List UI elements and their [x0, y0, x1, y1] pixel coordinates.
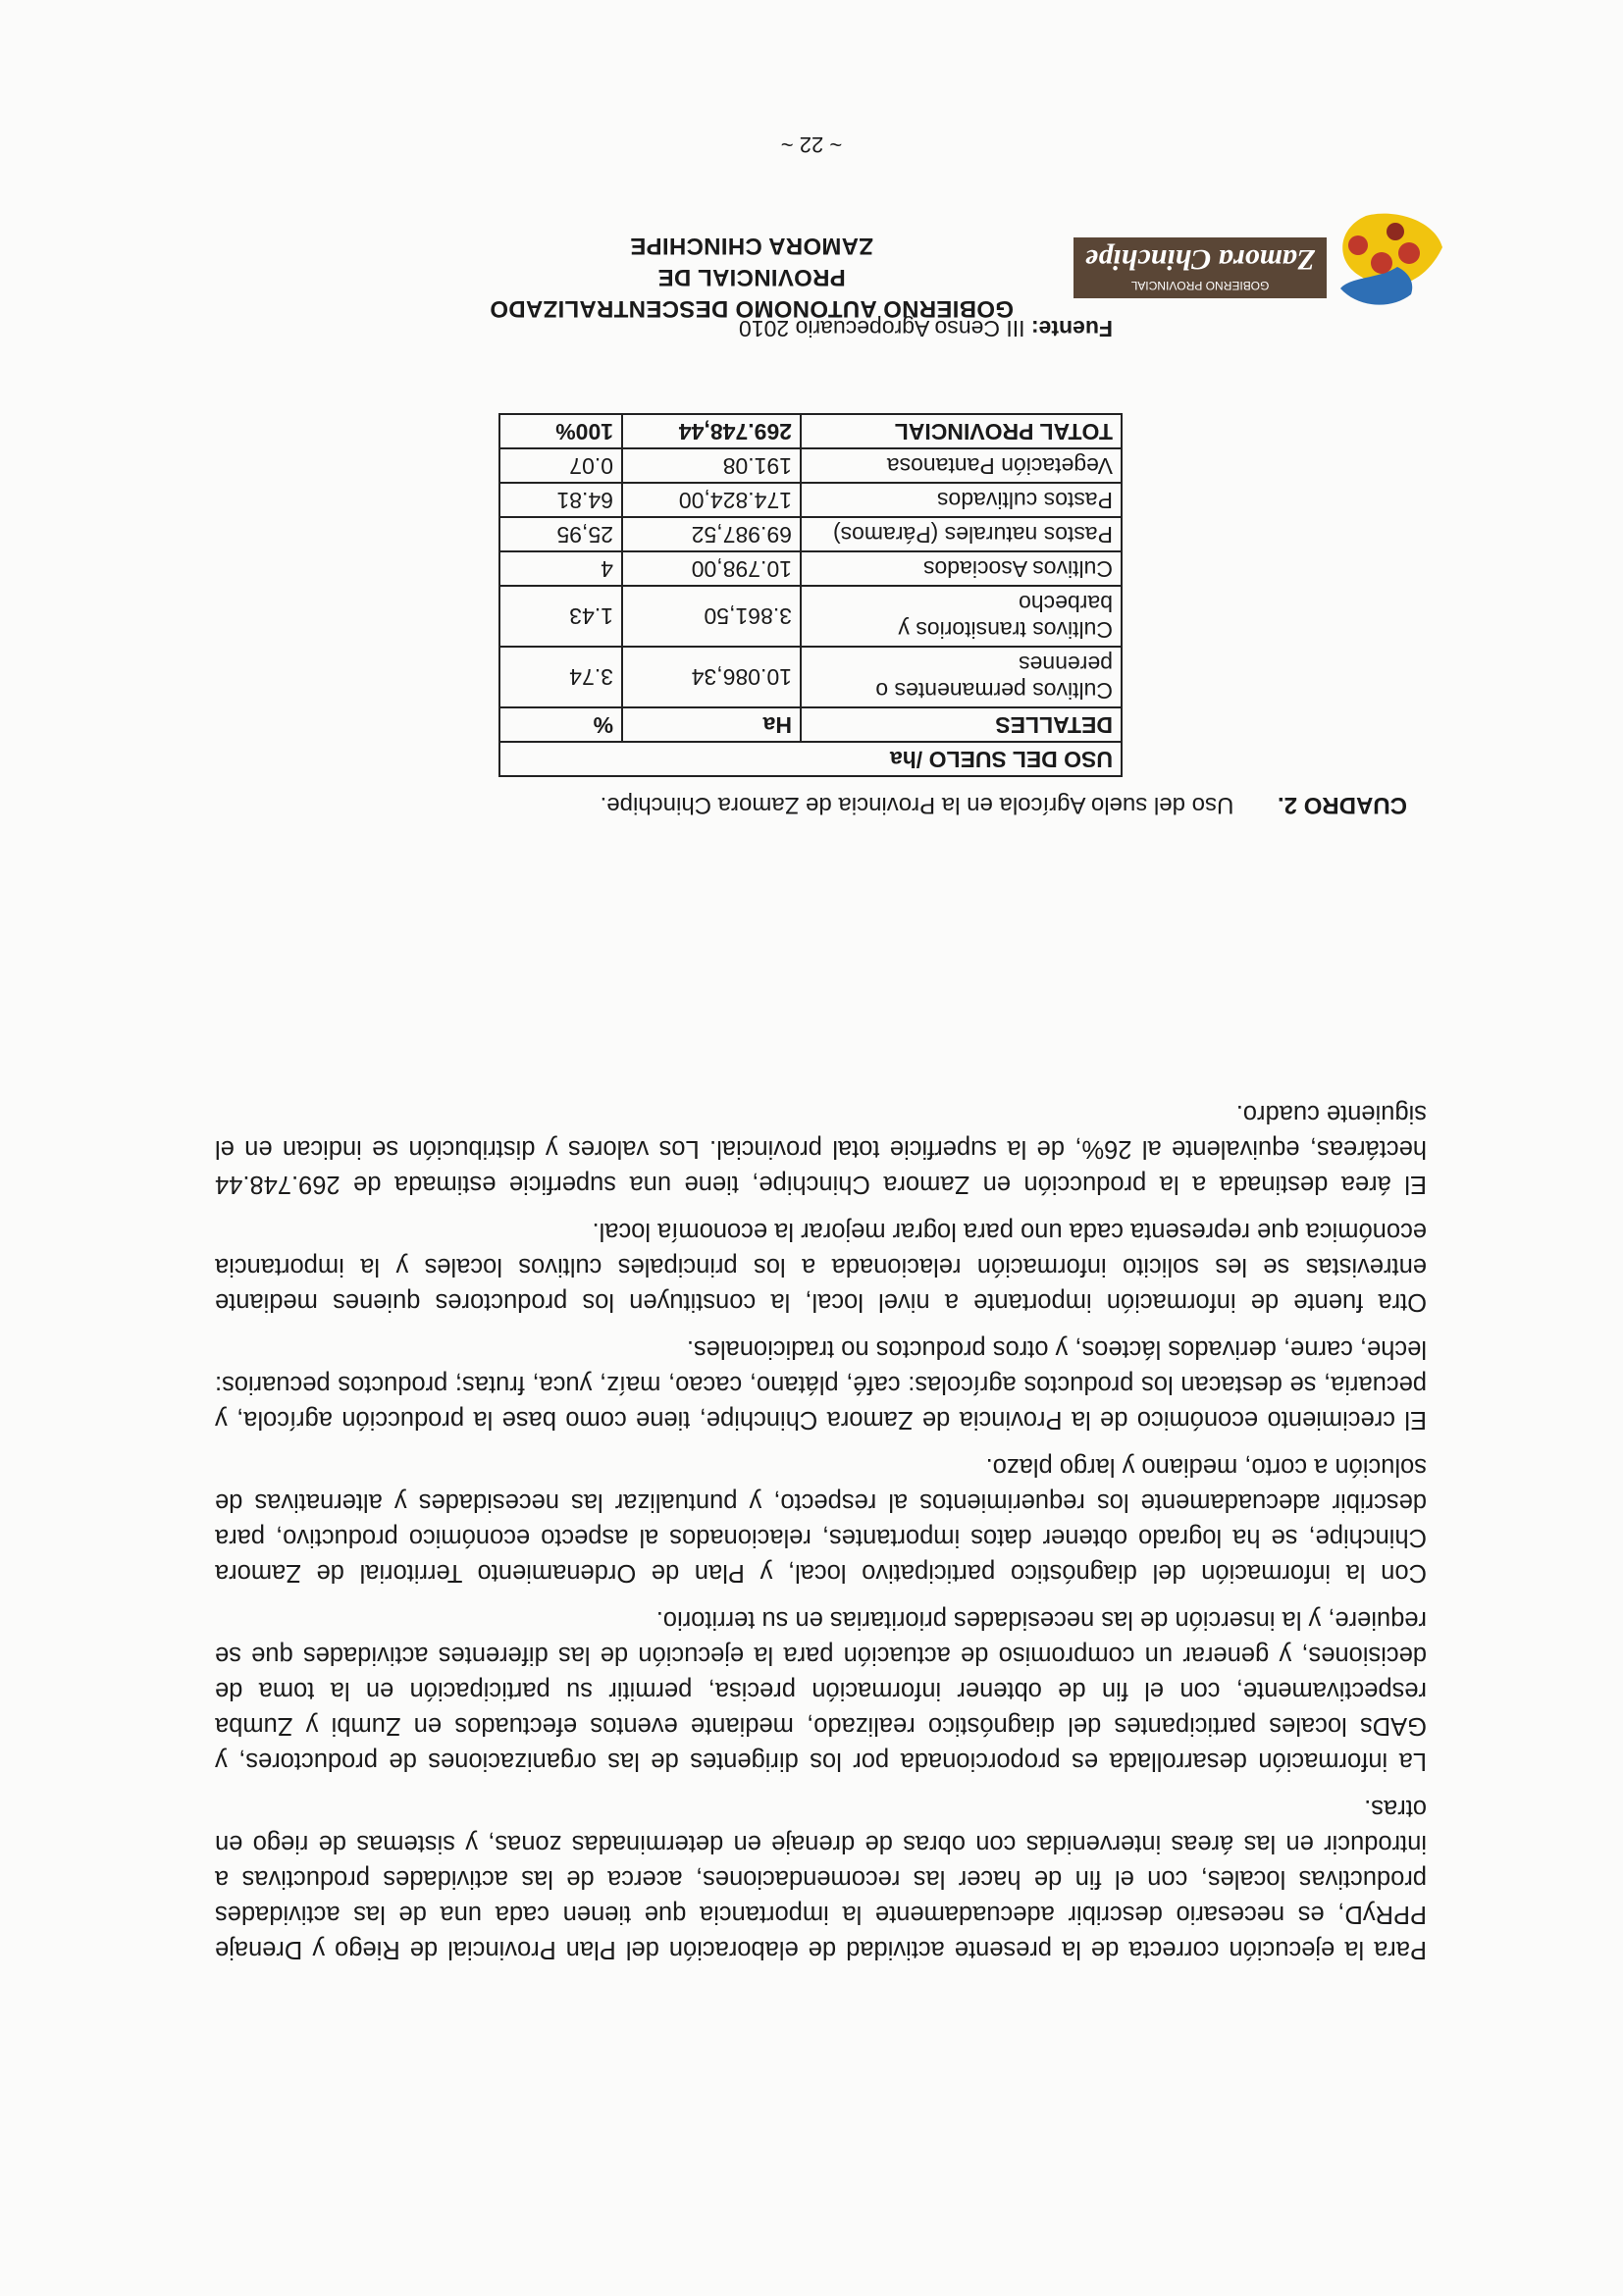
source-label: Fuente:	[1030, 316, 1113, 341]
table-cell-detail: Cultivos Asociados	[801, 551, 1122, 586]
table-caption	[406, 790, 1407, 819]
source-text: III Censo Agropecuario 2010	[739, 316, 1025, 341]
table-cell-ha: 191.08	[622, 448, 801, 483]
institution-name	[457, 230, 1046, 324]
paragraph: Para la ejecución correcta de la presente actividad de elaboración del Plan Provincial de Riego y Drenaje PPRyD, es necesario describir adecuadamente la importancia que tienen cada una de las actividades productivas locales, con el fin de hacer las recomendaciones, acerca de las actividades productivas a introducir en las áreas intervenidas con obras de drenaje en determinadas zonas, y sistemas de riego en otras.	[215, 1795, 1427, 1963]
table-cell-ha: 174.824,00	[622, 483, 801, 517]
table-caption-label: CUADRO 2.	[1277, 792, 1407, 818]
paragraph: La información desarrollada es proporcionada por los dirigentes de las organizaciones de productores, y GADs locales participantes del diagnóstico realizado, mediante eventos efectuados en Zumbi y Zumba respectivamente, con el fin de obtener información precisa, permitir su participación en la toma de decisiones, y generar un compromiso de actuación para la ejecución de las diferentes actividades que se requiere, y la inserción de las necesidades prioritarias en su territorio.	[215, 1606, 1427, 1775]
table-row	[499, 517, 1122, 551]
paragraph: Otra fuente de información importante a nivel local, la constituyen los productores quienes mediante entrevistas se les solicito información relacionada a los principales cultivos locales y la importancia económica que representa cada uno para lograr mejorar la economía local.	[215, 1218, 1427, 1316]
table-cell-ha: 69.987,52	[622, 517, 801, 551]
logo-top-text: GOBIERNO PROVINCIAL	[1130, 279, 1270, 292]
table-total-row	[499, 414, 1122, 448]
table-cell-ha: 3.861,50	[622, 586, 801, 647]
institution-line-2: ZAMORA CHINCHIPE	[630, 233, 873, 259]
table-row	[499, 448, 1122, 483]
provincial-logo-graphic	[1066, 206, 1448, 324]
logo-red-dot	[1387, 223, 1404, 240]
paragraph: El área destinada a la producción en Zamora Chinchipe, tiene una superficie estimada de 269.748.44 hectáreas, equivalente al 26%, de la superficie total provincial. Los valores y distribución se indican en el siguiente cuadro.	[215, 1100, 1427, 1198]
logo-name-text: Zamora Chinchipe	[1084, 243, 1316, 276]
page-number: ~ 22 ~	[780, 132, 843, 157]
table-cell-detail: Pastos cultivados	[801, 483, 1122, 517]
logo-red-dot	[1371, 252, 1392, 274]
table-row	[499, 483, 1122, 517]
column-header-detalles: DETALLES	[801, 707, 1122, 742]
table-cell-ha: 10.798,00	[622, 551, 801, 586]
table-row	[499, 586, 1122, 647]
logo-red-dot	[1348, 235, 1368, 255]
land-use-table	[498, 413, 1123, 777]
table-total-percent: 100%	[499, 414, 622, 448]
table-cell-ha: 10.086,34	[622, 647, 801, 707]
table-title: USO DEL SUELO /ha	[499, 742, 1122, 776]
table-row	[499, 647, 1122, 707]
table-cell-percent: 4	[499, 551, 622, 586]
table-title-row	[499, 742, 1122, 776]
table-header-row	[499, 707, 1122, 742]
table-row	[499, 551, 1122, 586]
institution-line-1: GOBIERNO AUTONOMO DESCENTRALIZADO PROVINCIAL DE	[490, 264, 1014, 322]
table-cell-detail: Pastos naturales (Páramos)	[801, 517, 1122, 551]
table-caption-text: Uso del suelo Agrícola en la Provincia de Zamora Chinchipe.	[600, 792, 1234, 818]
table-cell-percent: 64.81	[499, 483, 622, 517]
provincial-logo	[1066, 206, 1448, 324]
table-total-ha: 269.748,44	[622, 414, 801, 448]
table-cell-detail: Cultivos permanentes o perennes	[801, 647, 1122, 707]
table-source	[739, 315, 1113, 341]
table-cell-percent: 1.43	[499, 586, 622, 647]
table-cell-percent: 25,95	[499, 517, 622, 551]
logo-red-dot	[1398, 242, 1420, 264]
paragraph: Con la información del diagnóstico participativo local, y Plan de Ordenamiento Territorial de Zamora Chinchipe, se ha logrado obtener datos importantes, relacionados al aspecto económico productivo, para describir adecuadamente los requerimientos al respecto, y puntualizar las necesidades y alternativas de solución a corto, mediano y largo plazo.	[215, 1453, 1427, 1587]
paragraph: El crecimiento económico de la Provincia de Zamora Chinchipe, tiene como base la producción agrícola, y pecuaria, se destacan los productos agrícolas: café, plátano, cacao, maíz, yuca, frutas; productos pecuarios: leche, carne, derivados lácteos, y otros productos no tradicionales.	[215, 1335, 1427, 1434]
table-cell-detail: Vegetación Pantanosa	[801, 448, 1122, 483]
table-cell-detail: Cultivos transitorios y barbecho	[801, 586, 1122, 647]
table-total-label: TOTAL PROVINCIAL	[801, 414, 1122, 448]
table-cell-percent: 0.07	[499, 448, 622, 483]
column-header-percent: %	[499, 707, 622, 742]
body-text	[215, 1084, 1427, 1967]
table-cell-percent: 3.74	[499, 647, 622, 707]
column-header-ha: Ha	[622, 707, 801, 742]
